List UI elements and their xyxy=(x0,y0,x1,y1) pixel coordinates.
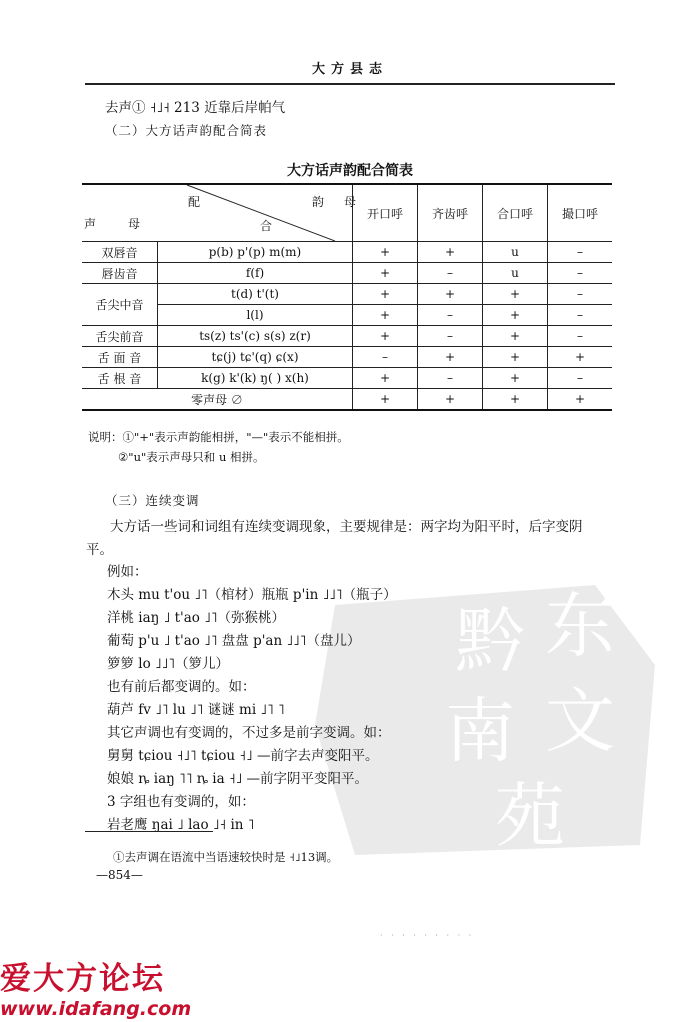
example-line: 舅舅 tɕiou ˧˩˥ tɕiou ˧˩ —前字去声变阳平。 xyxy=(107,748,379,764)
example-line: 葡萄 p'u ˩ t'ao ˩˥ 盘盘 p'an ˩˩˥（盘儿） xyxy=(107,633,361,649)
cell: + xyxy=(548,389,613,411)
row-initials: t(d) t'(t) xyxy=(158,284,353,305)
seal-char: 南 xyxy=(445,690,515,772)
example-line: 例如： xyxy=(107,564,148,580)
example-line: 洋桃 iaŋ ˩ t'ao ˩˥（弥猴桃） xyxy=(107,610,286,626)
corner-mu-right: 母 xyxy=(344,195,357,209)
corner-diagonal xyxy=(82,185,335,241)
example-line: 也有前后都变调的。如： xyxy=(107,679,256,695)
cell: – xyxy=(418,263,483,284)
watermark-url: www.idafang.com xyxy=(0,998,192,1020)
row-initials: f(f) xyxy=(158,263,353,284)
row-initials: k(g) k'(k) ŋ( ) x(h) xyxy=(158,368,353,389)
corner-sheng: 声 xyxy=(84,217,97,231)
row-group: 双唇音 xyxy=(82,242,158,263)
cell: + xyxy=(353,368,418,389)
cell: + xyxy=(483,305,548,326)
cell: u xyxy=(483,263,548,284)
seal-char: 苑 xyxy=(495,775,565,857)
cell: – xyxy=(418,368,483,389)
page-number: —854— xyxy=(96,868,143,882)
cell: – xyxy=(548,242,613,263)
cell: u xyxy=(483,242,548,263)
example-line: 葫芦 fv ˩˥ lu ˩˥ 谜谜 mi ˩˥ ˥ xyxy=(107,702,285,718)
footnote-rule xyxy=(85,831,213,832)
cell: – xyxy=(418,326,483,347)
cell: – xyxy=(548,326,613,347)
table-row xyxy=(82,242,612,263)
cell: + xyxy=(418,284,483,305)
table-note-2: ②"u"表示声母只和 u 相拼。 xyxy=(118,450,265,464)
sound-rhyme-table xyxy=(82,183,612,411)
table-row xyxy=(82,368,612,389)
cell: + xyxy=(353,284,418,305)
cell: – xyxy=(548,263,613,284)
corner-pei: 配 xyxy=(188,195,201,209)
example-line: 岩老鹰 ŋai ˩ lao ˩˧ in ˥ xyxy=(107,817,255,833)
cell: + xyxy=(483,284,548,305)
seal-stamp-watermark xyxy=(295,555,675,875)
row-group-zero-initial: 零声母 ∅ xyxy=(82,389,353,411)
cell: – xyxy=(548,368,613,389)
scan-artifact-dots: · · · · · · · · · xyxy=(380,931,475,940)
row-group: 舌 根 音 xyxy=(82,368,158,389)
table-row xyxy=(82,326,612,347)
example-line: 娘娘 ȵ iaŋ ˥˥ ȵ ia ˧˩ —前字阴平变阳平。 xyxy=(107,771,369,787)
footnote: ①去声调在语流中当语速较快时是 ˧˩13调。 xyxy=(113,850,339,864)
qusheng-line: 去声① ˧˩˧ 213 近靠后岸帕气 xyxy=(105,100,286,116)
cell: + xyxy=(418,389,483,411)
col-header-qichi: 齐齿呼 xyxy=(418,184,483,242)
site-watermark xyxy=(0,962,250,1022)
cell: + xyxy=(418,347,483,368)
example-line: 木头 mu t'ou ˩˥（棺材）瓶瓶 p'in ˩˩˥（瓶子） xyxy=(107,587,397,603)
cell: + xyxy=(353,242,418,263)
cell: + xyxy=(548,347,613,368)
cell: – xyxy=(548,305,613,326)
example-line: 3 字组也有变调的，如： xyxy=(107,794,255,810)
example-line: 箩箩 lo ˩˩˥（箩儿） xyxy=(107,656,230,672)
row-initials: p(b) p'(p) m(m) xyxy=(158,242,353,263)
watermark-title: 爱大方论坛 xyxy=(0,961,165,997)
paragraph-line: 平。 xyxy=(86,542,113,558)
col-header-hekou: 合口呼 xyxy=(483,184,548,242)
seal-char: 文 xyxy=(545,680,615,762)
table-row xyxy=(82,389,612,411)
corner-he: 合 xyxy=(260,219,273,233)
col-header-cuokou: 撮口呼 xyxy=(548,184,613,242)
row-initials: tɕ(j) tɕ'(q) ɕ(x) xyxy=(158,347,353,368)
cell: + xyxy=(353,326,418,347)
corner-mu-left: 母 xyxy=(128,217,141,231)
cell: – xyxy=(548,284,613,305)
section2-heading: （二）大方话声韵配合简表 xyxy=(105,123,268,138)
col-header-kaikou: 开口呼 xyxy=(353,184,418,242)
row-group: 舌尖中音 xyxy=(82,284,158,326)
cell: + xyxy=(418,242,483,263)
corner-yun: 韵 xyxy=(312,195,325,209)
cell: + xyxy=(353,263,418,284)
row-initials: l(l) xyxy=(158,305,353,326)
row-initials: ts(z) ts'(c) s(s) z(r) xyxy=(158,326,353,347)
row-group: 舌 面 音 xyxy=(82,347,158,368)
table-row xyxy=(82,263,612,284)
cell: + xyxy=(483,326,548,347)
cell: + xyxy=(483,347,548,368)
cell: + xyxy=(353,389,418,411)
cell: – xyxy=(418,305,483,326)
paragraph-line: 大方话一些词和词组有连续变调现象，主要规律是：两字均为阳平时，后字变阴 xyxy=(110,519,583,535)
example-line: 其它声调也有变调的，不过多是前字变调。如： xyxy=(107,725,391,741)
cell: + xyxy=(483,368,548,389)
table-row xyxy=(82,305,612,326)
table-row xyxy=(82,284,612,305)
seal-char: 黔 xyxy=(455,600,525,682)
header-rule xyxy=(85,83,615,85)
running-head: 大方县志 xyxy=(311,62,388,77)
table-note-1: 说明：①"+"表示声韵能相拼，"—"表示不能相拼。 xyxy=(88,430,349,444)
table-corner-header xyxy=(82,184,357,242)
section3-heading: （三）连续变调 xyxy=(105,493,200,508)
table-title: 大方话声韵配合简表 xyxy=(287,163,413,179)
cell: + xyxy=(353,305,418,326)
cell: + xyxy=(483,389,548,411)
table-row xyxy=(82,347,612,368)
row-group: 唇齿音 xyxy=(82,263,158,284)
row-group: 舌尖前音 xyxy=(82,326,158,347)
seal-char: 东 xyxy=(545,585,615,667)
cell: – xyxy=(353,347,418,368)
